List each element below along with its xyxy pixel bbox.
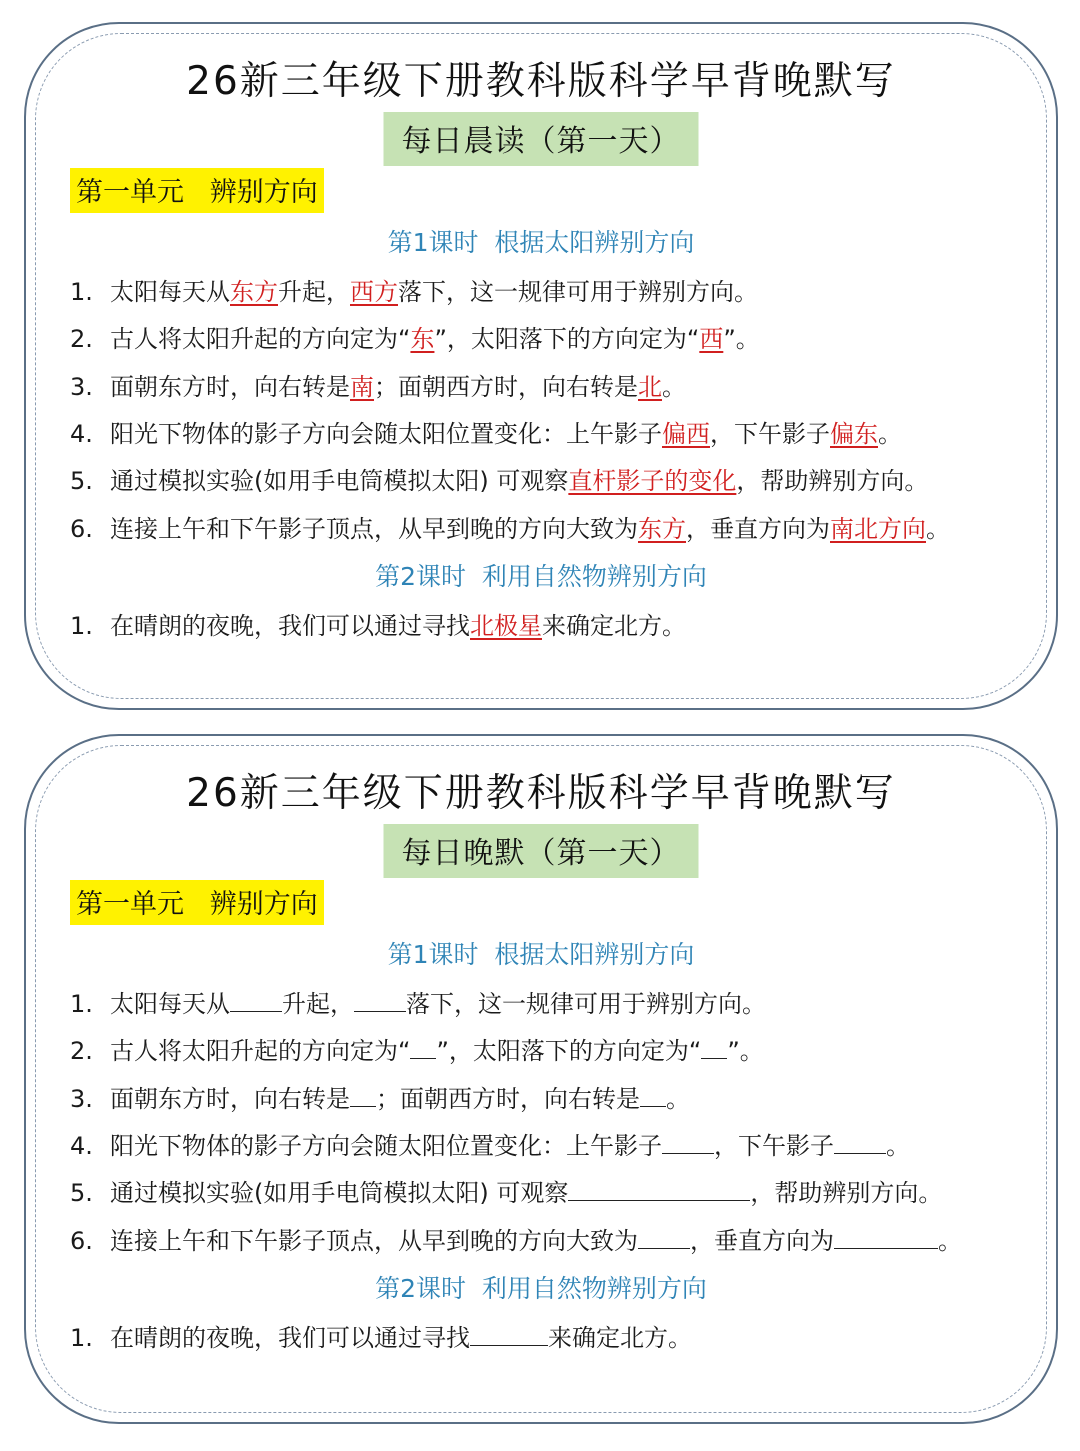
text: 来确定北方。: [542, 612, 686, 640]
question-number: 1.: [70, 278, 93, 306]
text: ；面朝西方时，向右转是: [376, 1085, 640, 1113]
text: 在晴朗的夜晚，我们可以通过寻找: [110, 1324, 470, 1352]
question-line: [70, 319, 760, 354]
text: 落下，这一规律可用于辨别方向。: [398, 278, 758, 306]
text: ”，太阳落下的方向定为“: [436, 1037, 702, 1065]
question-line: [70, 272, 758, 307]
lesson-heading: 第1课时 根据太阳辨别方向: [387, 228, 695, 257]
question-line: [70, 509, 950, 544]
answer: 南北方向: [830, 515, 926, 543]
text: 在晴朗的夜晚，我们可以通过寻找: [110, 612, 470, 640]
answer: 西方: [350, 278, 398, 306]
answer: 北极星: [470, 612, 542, 640]
text: 。: [938, 1227, 962, 1255]
text: 连接上午和下午影子顶点，从早到晚的方向大致为: [110, 1227, 638, 1255]
text: 。: [666, 1085, 690, 1113]
text: 古人将太阳升起的方向定为“: [110, 325, 411, 353]
unit-heading: 第一单元 辨别方向: [70, 880, 324, 925]
fill-blank[interactable]: [662, 1133, 714, 1154]
text: 升起，: [278, 278, 350, 306]
text: ”，太阳落下的方向定为“: [434, 325, 700, 353]
answer: 东方: [638, 515, 686, 543]
text: ”。: [727, 1037, 764, 1065]
question-number: 2.: [70, 325, 93, 353]
answer: 偏西: [662, 420, 710, 448]
text: 来确定北方。: [548, 1324, 692, 1352]
answer: 偏东: [830, 420, 878, 448]
lesson-heading: 第2课时 利用自然物辨别方向: [375, 1274, 707, 1303]
text: ，下午影子: [710, 420, 830, 448]
fill-blank[interactable]: [568, 1180, 750, 1201]
fill-blank[interactable]: [354, 991, 406, 1012]
text: ，帮助辨别方向。: [736, 467, 929, 495]
lesson-heading: 第2课时 利用自然物辨别方向: [375, 562, 707, 591]
section-subtitle: 每日晚默（第一天）: [384, 824, 699, 878]
question-number: 2.: [70, 1037, 93, 1065]
question-line: [70, 606, 686, 641]
text: 。: [926, 515, 950, 543]
text: ；面朝西方时，向右转是: [374, 373, 638, 401]
lesson-heading: 第1课时 根据太阳辨别方向: [387, 940, 695, 969]
text: 。: [886, 1132, 910, 1160]
fill-blank[interactable]: [470, 1325, 548, 1346]
text: 阳光下物体的影子方向会随太阳位置变化：上午影子: [110, 420, 662, 448]
text: 升起，: [282, 990, 354, 1018]
answer: 北: [638, 373, 662, 401]
text: 落下，这一规律可用于辨别方向。: [406, 990, 766, 1018]
text: 连接上午和下午影子顶点，从早到晚的方向大致为: [110, 515, 638, 543]
question-line: [70, 1031, 764, 1066]
text: 通过模拟实验(如用手电筒模拟太阳) 可观察: [110, 1179, 569, 1207]
text: ，帮助辨别方向。: [750, 1179, 943, 1207]
text: ，垂直方向为: [686, 515, 830, 543]
text: 阳光下物体的影子方向会随太阳位置变化：上午影子: [110, 1132, 662, 1160]
page-title: 26新三年级下册教科版科学早背晚默写: [186, 771, 896, 816]
fill-blank[interactable]: [230, 991, 282, 1012]
question-number: 1.: [70, 990, 93, 1018]
fill-blank[interactable]: [410, 1038, 436, 1059]
question-number: 4.: [70, 420, 93, 448]
question-number: 4.: [70, 1132, 93, 1160]
answer: 南: [350, 373, 374, 401]
section-subtitle: 每日晨读（第一天）: [384, 112, 699, 166]
page-title: 26新三年级下册教科版科学早背晚默写: [186, 59, 896, 104]
answer: 直杆影子的变化: [568, 467, 737, 495]
question-line: [70, 461, 928, 496]
answer: 西: [699, 325, 724, 353]
fill-blank[interactable]: [640, 1086, 666, 1107]
fill-blank[interactable]: [350, 1086, 376, 1107]
fill-blank[interactable]: [834, 1228, 938, 1249]
question-line: [70, 1221, 962, 1256]
question-line: [70, 1079, 690, 1114]
question-number: 5.: [70, 467, 93, 495]
text: 太阳每天从: [110, 990, 230, 1018]
unit-heading: 第一单元 辨别方向: [70, 168, 324, 213]
morning-reading-card: [24, 22, 1058, 710]
text: ，下午影子: [714, 1132, 834, 1160]
text: ，垂直方向为: [690, 1227, 834, 1255]
question-number: 3.: [70, 373, 93, 401]
question-number: 3.: [70, 1085, 93, 1113]
question-number: 6.: [70, 1227, 93, 1255]
text: 通过模拟实验(如用手电筒模拟太阳) 可观察: [110, 467, 569, 495]
text: 面朝东方时，向右转是: [110, 373, 350, 401]
evening-dictation-card: [24, 734, 1058, 1424]
fill-blank[interactable]: [638, 1228, 690, 1249]
question-line: [70, 367, 686, 402]
question-line: [70, 984, 766, 1019]
answer: 东方: [230, 278, 278, 306]
text: ”。: [723, 325, 760, 353]
text: 古人将太阳升起的方向定为“: [110, 1037, 411, 1065]
text: 太阳每天从: [110, 278, 230, 306]
question-line: [70, 414, 902, 449]
question-line: [70, 1126, 910, 1161]
question-line: [70, 1318, 692, 1353]
fill-blank[interactable]: [834, 1133, 886, 1154]
fill-blank[interactable]: [701, 1038, 727, 1059]
text: 。: [662, 373, 686, 401]
answer: 东: [410, 325, 435, 353]
question-number: 1.: [70, 612, 93, 640]
question-number: 5.: [70, 1179, 93, 1207]
text: 面朝东方时，向右转是: [110, 1085, 350, 1113]
question-number: 6.: [70, 515, 93, 543]
text: 。: [878, 420, 902, 448]
question-number: 1.: [70, 1324, 93, 1352]
question-line: [70, 1173, 942, 1208]
